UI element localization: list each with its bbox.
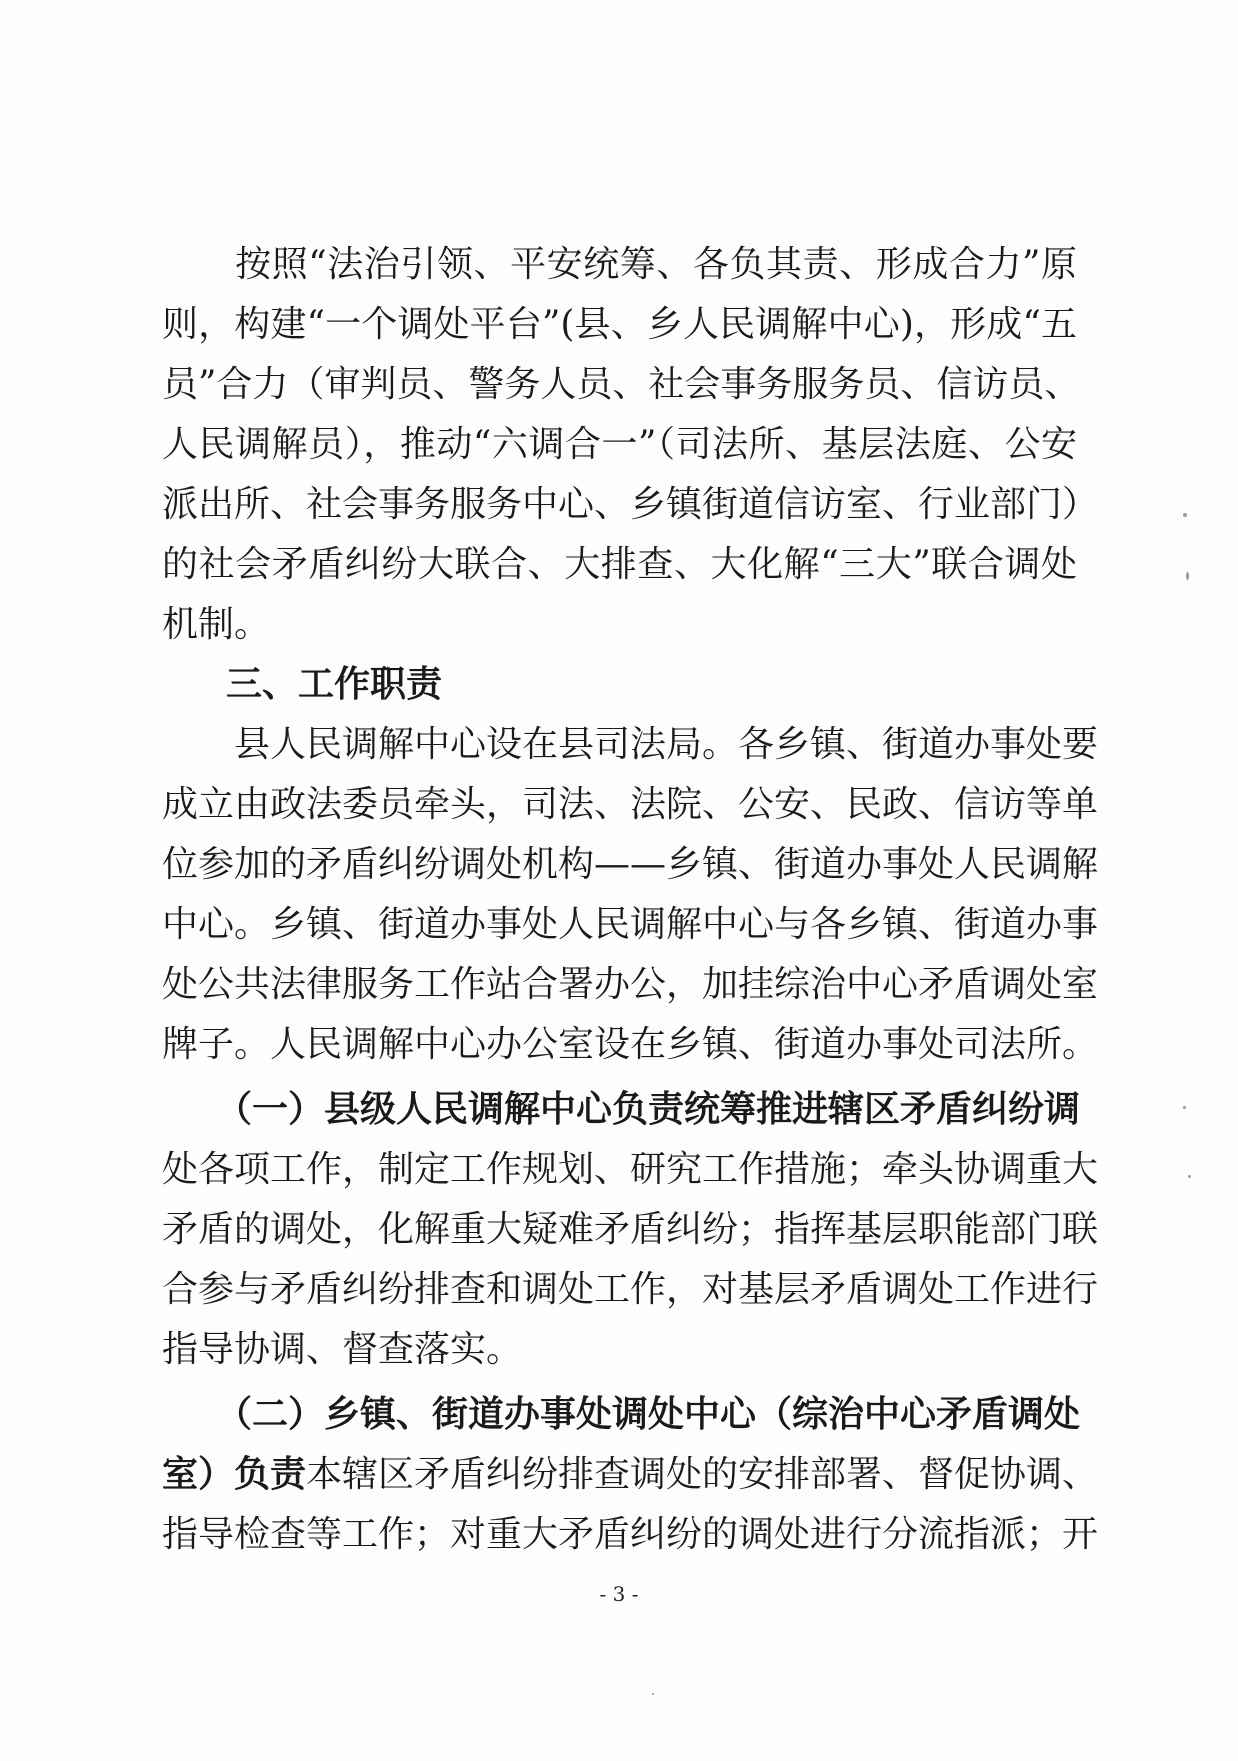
paragraph-1-line-3: 员”合力（审判员、警务人员、社会事务服务员、信访员、: [162, 364, 1081, 405]
scan-speck: [1183, 513, 1187, 517]
paragraph-1-line-4: 人民调解员），推动“六调合一”（司法所、基层法庭、公安: [162, 424, 1077, 465]
section-heading: 三、工作职责: [226, 664, 443, 705]
scan-speck: [1183, 1106, 1186, 1109]
paragraph-4-lead-2: [162, 1445, 1099, 1505]
paragraph-1-line-5: 派出所、社会事务服务中心、乡镇街道信访室、行业部门）: [162, 484, 1099, 525]
scan-speck: [652, 1693, 654, 1695]
paragraph-2-line-6: 牌子。人民调解中心办公室设在乡镇、街道办事处司法所。: [162, 1024, 1099, 1065]
paragraph-3-line-3: 合参与矛盾纠纷排查和调处工作，对基层矛盾调处工作进行: [162, 1269, 1099, 1310]
paragraph-1-line-7: 机制。: [162, 604, 271, 645]
paragraph-3-line-2: 矛盾的调处，化解重大疑难矛盾纠纷；指挥基层职能部门联: [162, 1209, 1099, 1250]
paragraph-2-line-5: 处公共法律服务工作站合署办公，加挂综治中心矛盾调处室: [162, 964, 1099, 1005]
paragraph-4-line-1: 指导检查等工作；对重大矛盾纠纷的调处进行分流指派；开: [162, 1514, 1099, 1555]
paragraph-2-line-3: 位参加的矛盾纠纷调处机构——乡镇、街道办事处人民调解: [162, 844, 1099, 885]
page-number: - 3 -: [599, 1582, 639, 1606]
paragraph-2-line-1: 县人民调解中心设在县司法局。各乡镇、街道办事处要: [162, 724, 1099, 765]
paragraph-1-line-1: 按照“法治引领、平安统筹、各负其责、形成合力”原: [162, 244, 1077, 285]
paragraph-3-line-1: 处各项工作，制定工作规划、研究工作措施；牵头协调重大: [162, 1149, 1099, 1190]
paragraph-3-lead: （一）县级人民调解中心负责统筹推进辖区矛盾纠纷调: [162, 1089, 1081, 1130]
paragraph-3-line-4: 指导协调、督查落实。: [162, 1329, 523, 1370]
scan-speck: [1186, 572, 1189, 580]
paragraph-4-lead-2-rest: 本辖区矛盾纠纷排查调处的安排部署、督促协调、: [306, 1454, 1099, 1495]
paragraph-4-lead-2-bold: 室）负责: [162, 1454, 307, 1495]
paragraph-1-line-6: 的社会矛盾纠纷大联合、大排查、大化解“三大”联合调处: [162, 544, 1077, 585]
scan-speck: [1188, 1175, 1191, 1178]
paragraph-2-line-4: 中心。乡镇、街道办事处人民调解中心与各乡镇、街道办事: [162, 904, 1099, 945]
paragraph-4-lead-1: （二）乡镇、街道办事处调处中心（综治中心矛盾调处: [162, 1394, 1081, 1435]
paragraph-1-line-2: 则，构建“一个调处平台”(县、乡人民调解中心)，形成“五: [162, 304, 1077, 345]
paragraph-2-line-2: 成立由政法委员牵头，司法、法院、公安、民政、信访等单: [162, 784, 1099, 825]
